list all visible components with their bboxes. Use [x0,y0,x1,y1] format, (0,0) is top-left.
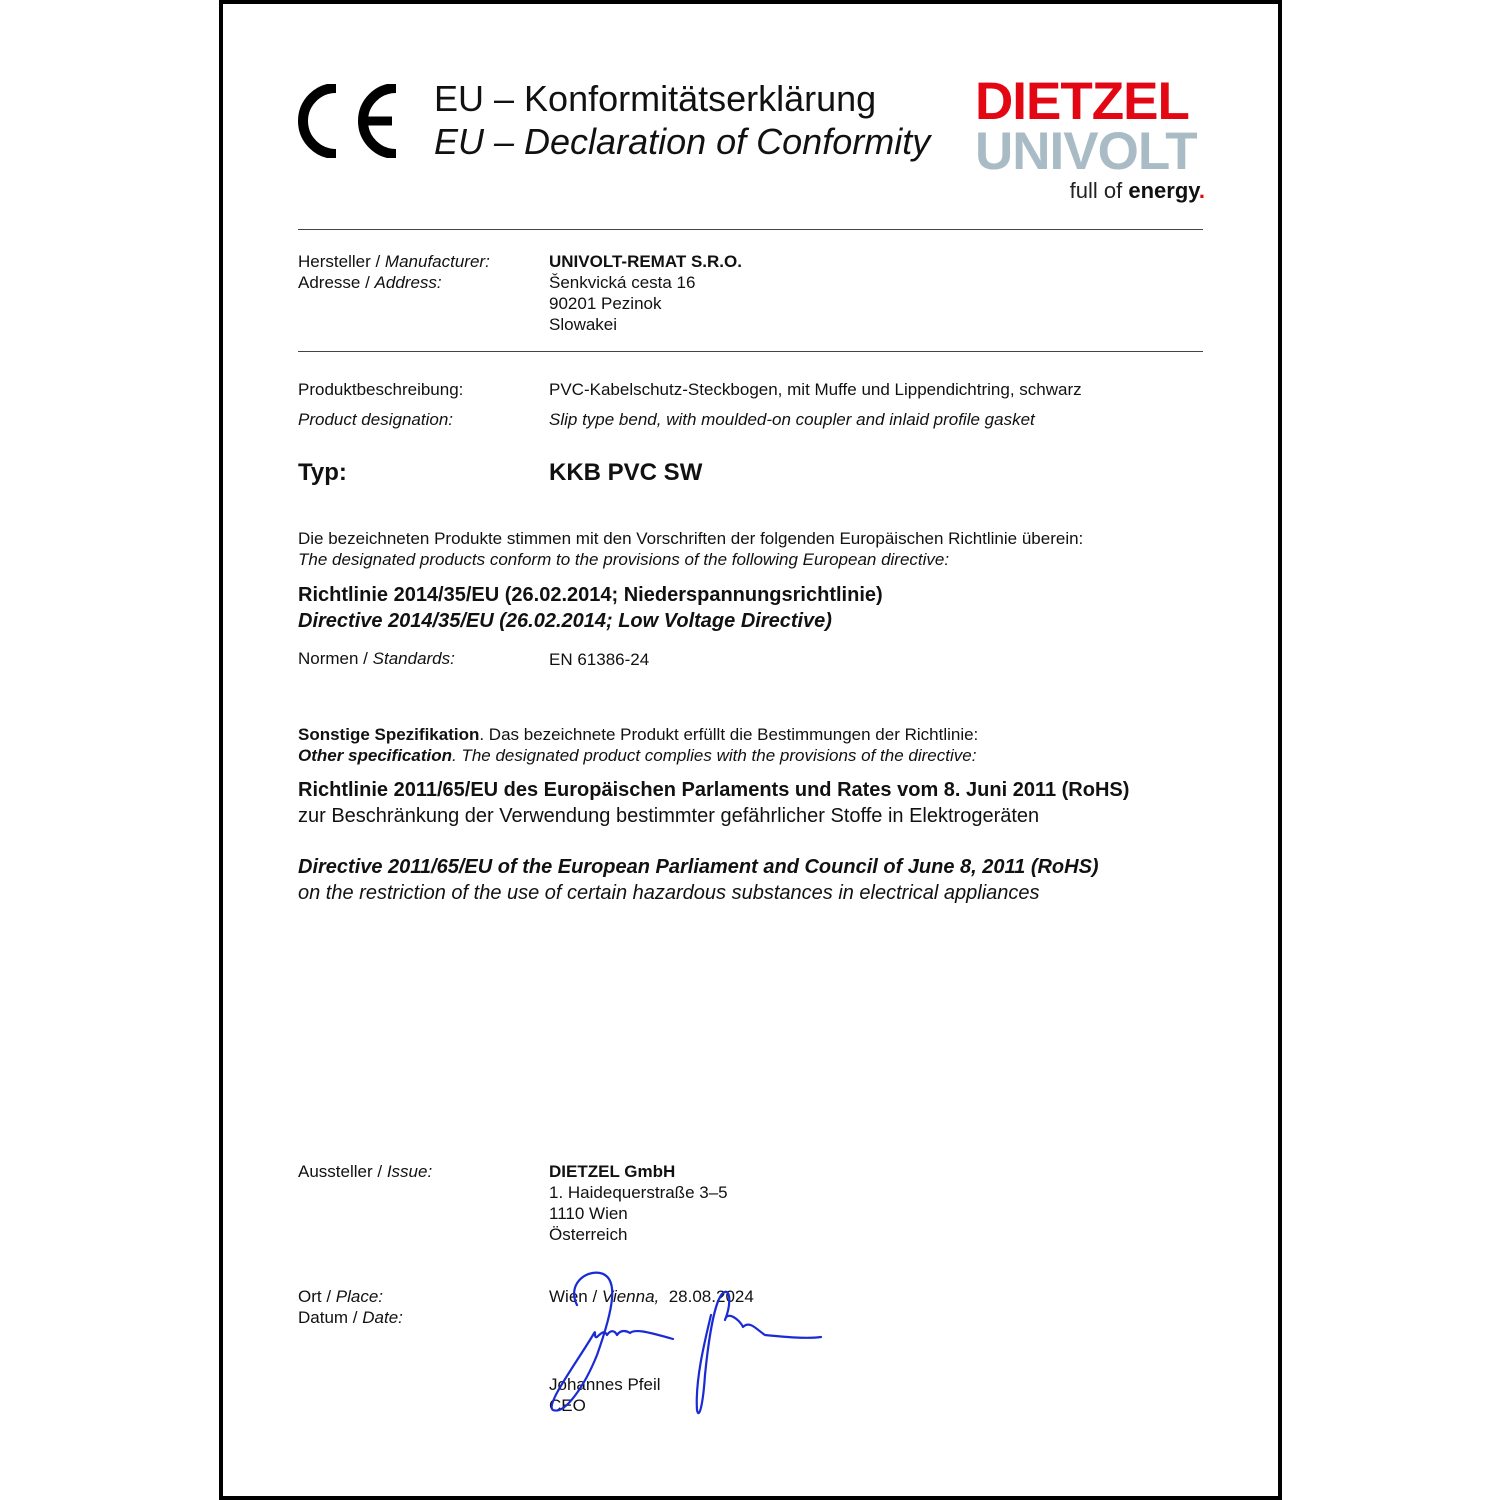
logo-dietzel-text: DIETZEL [975,72,1189,131]
product-designation-label: Product designation: [298,410,453,429]
manufacturer-label: Hersteller / Manufacturer: [298,252,490,271]
divider-top [298,229,1203,230]
standards-value: EN 61386-24 [549,650,650,669]
other-spec-german: Sonstige Spezifikation. Das bezeichnete Produkt erfüllt die Bestimmungen der Richtlinie: [298,725,979,744]
place-date-value: Wien / Vienna, 28.08.2024 [549,1287,754,1306]
type-label: Typ: [298,459,347,486]
conformity-intro-german: Die bezeichneten Produkte stimmen mit den Vorschriften der folgenden Europäischen Richtlinie überein: [298,529,1084,548]
rohs-subtitle-english: on the restriction of the use of certain hazardous substances in electrical appliances [298,882,1040,904]
issuer-label: Aussteller / Issue: [298,1162,433,1181]
logo-univolt-text: UNIVOLT [975,122,1197,181]
conformity-intro-english: The designated products conform to the provisions of the following European directive: [298,550,950,569]
address-label: Adresse / Address: [298,273,442,292]
product-designation-value: Slip type bend, with moulded-on coupler and inlaid profile gasket [549,410,1035,429]
tagline-dot: . [1198,178,1205,203]
directive-german: Richtlinie 2014/35/EU (26.02.2014; Niederspannungsrichtlinie) [298,584,883,606]
issuer-address-line: Österreich [549,1225,628,1244]
issuer-name: DIETZEL GmbH [549,1162,676,1181]
rohs-title-english: Directive 2011/65/EU of the European Parliament and Council of June 8, 2011 (RoHS) [298,856,1099,878]
place-label: Ort / Place: [298,1287,384,1306]
directive-english: Directive 2014/35/EU (26.02.2014; Low Voltage Directive) [298,610,832,632]
rohs-subtitle-german: zur Beschränkung der Verwendung bestimmter gefährlicher Stoffe in Elektrogeräten [298,805,1040,827]
manufacturer-address-line: 90201 Pezinok [549,294,662,313]
title-english: EU – Declaration of Conformity [434,121,931,162]
title-german: EU – Konformitätserklärung [434,78,877,119]
issuer-address-line: 1110 Wien [549,1204,628,1223]
type-value: KKB PVC SW [549,459,703,486]
dietzel-univolt-logo [975,72,1205,208]
tagline-bold: energy [1128,178,1199,203]
signer-title: CEO [549,1396,586,1415]
rohs-title-german: Richtlinie 2011/65/EU des Europäischen Parlaments und Rates vom 8. Juni 2011 (RoHS) [298,779,1130,801]
product-description-value: PVC-Kabelschutz-Steckbogen, mit Muffe und Lippendichtring, schwarz [549,380,1082,399]
manufacturer-address-line: Šenkvická cesta 16 [549,273,696,292]
tagline-light: full of [1069,178,1129,203]
logo-tagline [1070,178,1205,204]
signer-name: Johannes Pfeil [549,1375,661,1394]
signature-icon [545,1265,835,1420]
divider-middle [298,351,1203,352]
product-description-label: Produktbeschreibung: [298,380,464,399]
issuer-address-line: 1. Haidequerstraße 3–5 [549,1183,728,1202]
date-label: Datum / Date: [298,1308,403,1327]
manufacturer-name: UNIVOLT-REMAT S.R.O. [549,252,742,271]
standards-label: Normen / Standards: [298,649,455,668]
manufacturer-address-line: Slowakei [549,315,618,334]
ce-mark-icon [296,84,402,158]
other-spec-english: Other specification. The designated product complies with the provisions of the directive: [298,746,977,765]
